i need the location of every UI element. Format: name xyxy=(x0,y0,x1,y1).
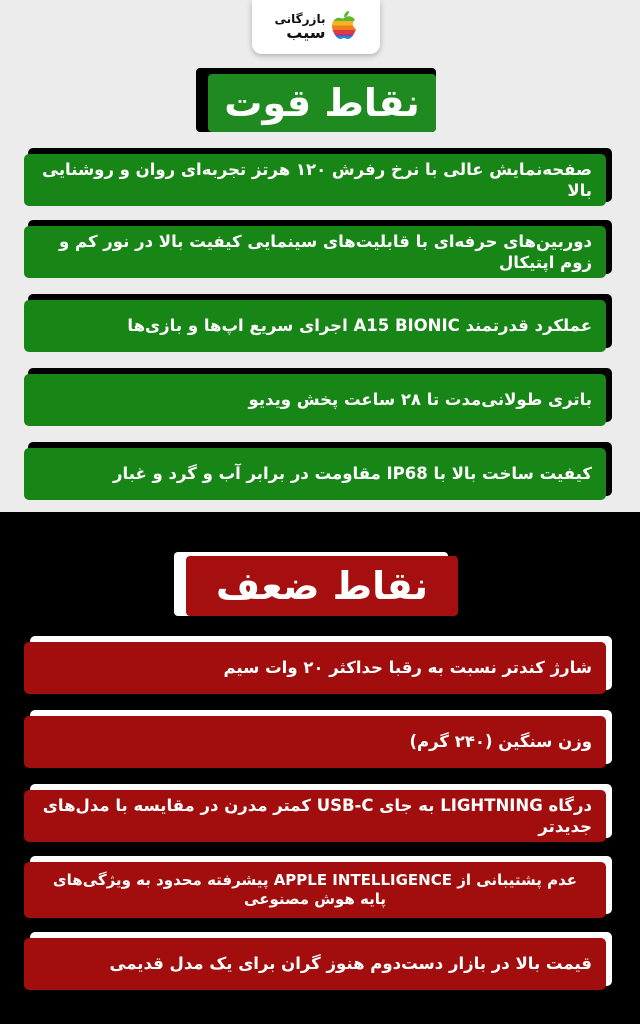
weakness-item-1 xyxy=(24,642,606,694)
weakness-item-4 xyxy=(24,862,606,918)
weakness-item-2 xyxy=(24,716,606,768)
weakness-item-text: عدم پشتیبانی از APPLE INTELLIGENCE پیشرفته محدود به ویژگی‌های پایه هوش مصنوعی xyxy=(52,870,578,908)
strength-item-5 xyxy=(24,448,606,500)
apple-icon xyxy=(331,10,357,44)
strength-item-1 xyxy=(24,154,606,206)
logo-line2: سیب xyxy=(286,23,326,42)
weakness-item-text: قیمت بالا در بازار دست‌دوم هنوز گران برای یک مدل قدیمی xyxy=(109,954,592,974)
strength-item-4 xyxy=(24,374,606,426)
weakness-item-text: وزن سنگین (۲۴۰ گرم) xyxy=(409,732,592,752)
weakness-item-5 xyxy=(24,938,606,990)
strength-item-text: کیفیت ساخت بالا با IP68 مقاومت در برابر آب و گرد و غبار xyxy=(113,464,592,484)
strength-item-text: دوربین‌های حرفه‌ای با قابلیت‌های سینمایی کیفیت بالا در نور کم و زوم اپتیکال xyxy=(59,231,592,272)
strength-item-text: عملکرد قدرتمند A15 BIONIC اجرای سریع اپ‌ها و بازی‌ها xyxy=(127,316,592,336)
strength-item-2 xyxy=(24,226,606,278)
weakness-item-text: شارژ کندتر نسبت به رقبا حداکثر ۲۰ وات سیم xyxy=(223,658,592,678)
strength-item-text: صفحه‌نمایش عالی با نرخ رفرش ۱۲۰ هرتز تجربه‌ای روان و روشنایی بالا xyxy=(42,159,592,200)
strength-item-3 xyxy=(24,300,606,352)
strength-item-text: باتری طولانی‌مدت تا ۲۸ ساعت پخش ویدیو xyxy=(248,390,592,410)
weakness-item-text: درگاه LIGHTNING به جای USB-C کمتر مدرن در مقایسه با مدل‌های جدیدتر xyxy=(42,795,592,836)
logo-line1: بازرگانی xyxy=(274,12,326,26)
weakness-item-3 xyxy=(24,790,606,842)
brand-logo xyxy=(252,0,380,54)
logo-text xyxy=(275,13,326,41)
strengths-title: نقاط قوت xyxy=(208,74,436,132)
weaknesses-title: نقاط ضعف xyxy=(186,556,458,616)
